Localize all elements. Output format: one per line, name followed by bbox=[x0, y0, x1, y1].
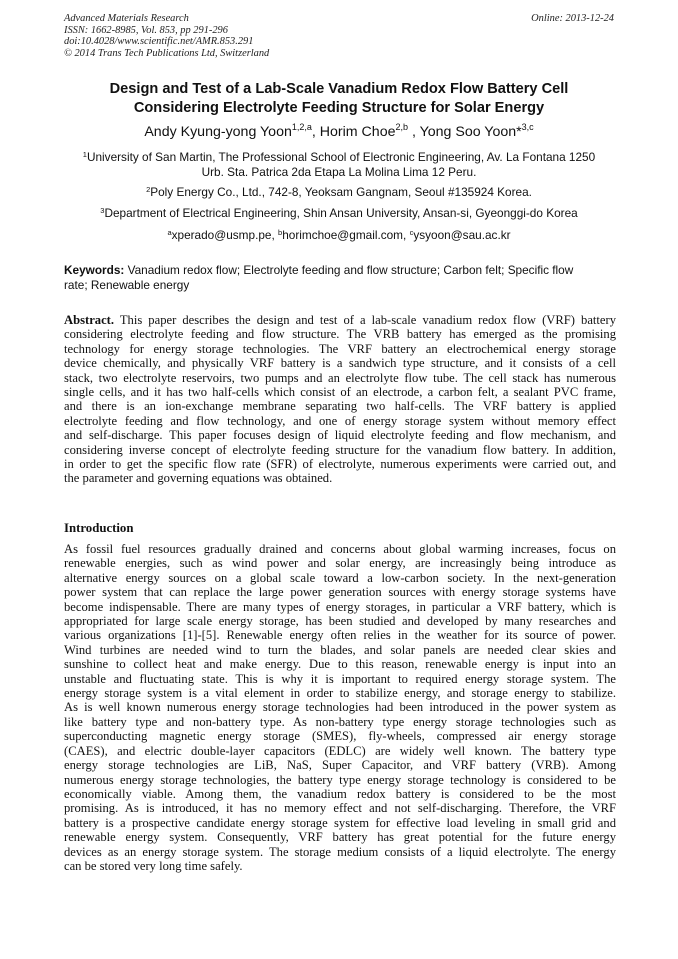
affiliation-text: Department of Electrical Engineering, Shin Ansan University, Ansan-si, Gyeonggi-do Korea bbox=[104, 206, 578, 220]
doi-line: doi:10.4028/www.scientific.net/AMR.853.291 bbox=[64, 36, 254, 48]
introduction-line: devices as an energy storage system. The storage medium consists of a liquid electrolyte. The energy bbox=[64, 844, 616, 859]
email-marker: a bbox=[167, 228, 172, 237]
affiliation-marker: 3 bbox=[100, 206, 105, 215]
abstract-line: and self-discharge. This paper focuses design of liquid electrolyte feeding and flow mechanism, and bbox=[64, 428, 616, 443]
affiliation-text: Urb. Sta. Patrica 2da Etapa La Molina Lima 12 Peru. bbox=[201, 165, 477, 179]
author-separator: , bbox=[311, 124, 320, 140]
author-separator: , bbox=[408, 124, 420, 140]
email-link[interactable]: xperado@usmp.pe, bbox=[171, 228, 279, 242]
email-marker: c bbox=[409, 228, 414, 237]
introduction-line: promising. As is introduced, it has no memory effect and not self-discharging. Therefore, the VRF bbox=[64, 801, 616, 816]
abstract-label: Abstract. bbox=[64, 313, 115, 327]
affiliation-marker: 2 bbox=[146, 185, 151, 194]
keywords-text: rate; Renewable energy bbox=[64, 277, 190, 292]
introduction-line: (CAES), and electric double-layer capacitors (EDLC) are widely well known. The battery type bbox=[64, 743, 616, 758]
introduction-line: energy storage technologies are LiB, NaS, Super Capacitor, and VRF battery (VRB). Among bbox=[64, 758, 616, 773]
issn-line: ISSN: 1662-8985, Vol. 853, pp 291-296 bbox=[64, 24, 228, 36]
affiliation-3 bbox=[30, 206, 648, 221]
abstract-line: stack, two electrolyte reservoirs, two pumps and an electrolyte flow tube. The cell stack has numerous bbox=[64, 370, 616, 385]
introduction-line: Wind turbines are needed wind to turn the blades, and solar panels are needed clear skies and bbox=[64, 642, 616, 657]
journal-name: Advanced Materials Research bbox=[64, 13, 189, 24]
introduction-line: unstable and fluctuating state. This is why it is important to required energy storage system. The bbox=[64, 671, 616, 686]
introduction-section bbox=[64, 542, 616, 873]
introduction-line: As is well known numerous energy storage technologies had been introduced in the power system as bbox=[64, 700, 616, 715]
introduction-line: become indispensable. There are many types of energy storages, in particular a VRF battery, which is bbox=[64, 599, 616, 614]
introduction-line: power system that can replace the large power generation sources with energy storage systems have bbox=[64, 585, 616, 600]
abstract-line: in order to get the specific flow rate (SFR) of electrolyte, numerous experiments were carried out, and bbox=[64, 457, 616, 472]
section-heading-introduction: Introduction bbox=[64, 521, 134, 535]
author-affiliation-marker: 2,b bbox=[395, 122, 408, 132]
abstract-line: device chemically, and physically VRF battery is a sandwich type structure, and it consists of a cell bbox=[64, 356, 616, 371]
author-affiliation-marker: 1,2,a bbox=[291, 122, 312, 132]
introduction-line: battery is a prospective candidate energy storage system for effective load leveling in small grid and bbox=[64, 815, 616, 830]
abstract-line: This paper describes the design and test of a lab-scale vanadium redox flow (VRF) battery bbox=[114, 313, 616, 327]
abstract-line: electrolyte feeding and flow technology, and one of energy storage system without memory effect bbox=[64, 413, 616, 428]
email-list bbox=[30, 228, 648, 243]
email-marker: b bbox=[278, 228, 283, 237]
introduction-line: energy storage system is a vital element in order to stabilize energy, and storage energy to stabilize. bbox=[64, 686, 616, 701]
title-line-1: Design and Test of a Lab-Scale Vanadium Redox Flow Battery Cell bbox=[109, 81, 569, 97]
introduction-line: appropriated for large scale energy storage, has been studied and developed by many researches and bbox=[64, 614, 616, 629]
journal-metadata bbox=[64, 13, 269, 59]
online-date: Online: 2013-12-24 bbox=[531, 13, 614, 24]
introduction-line: economically viable. Among them, the vanadium redox battery is considered to be the most bbox=[64, 786, 616, 801]
keywords-section bbox=[64, 263, 616, 292]
introduction-line: numerous energy storage technologies, the battery type energy storage technology is considered to be bbox=[64, 772, 616, 787]
affiliation-marker: 1 bbox=[82, 150, 87, 159]
author-list bbox=[20, 122, 658, 142]
introduction-line: various organizations [1]-[5]. Renewable energy often relies in the weather for its source of power. bbox=[64, 628, 616, 643]
abstract-line: considering electrolyte feeding and flow structure. The VRB battery has emerged as the promising bbox=[64, 327, 616, 342]
introduction-line: alternative energy sources on a global scale toward a low-carbon society. In the next-generation bbox=[64, 570, 616, 585]
author-name: Horim Choe bbox=[319, 124, 396, 140]
author-affiliation-marker: 3,c bbox=[521, 122, 534, 132]
introduction-line: like battery type and non-battery type. As non-battery type energy storage technologies such as bbox=[64, 714, 616, 729]
title-line-2: Considering Electrolyte Feeding Structure for Solar Energy bbox=[133, 100, 545, 116]
abstract-line: considering inverse concept of electrolyte feeding structure for the vanadium flow battery. In addition, bbox=[64, 442, 616, 457]
author-name: Yong Soo Yoon* bbox=[419, 124, 522, 140]
affiliation-1 bbox=[30, 150, 648, 180]
introduction-line: renewable energies, such as wind power and solar energy, are increasingly being introduce as bbox=[64, 556, 616, 571]
affiliation-text: University of San Martin, The Professional School of Electronic Engineering, Av. La Fontana 1250 bbox=[86, 150, 596, 164]
keywords-label: Keywords: bbox=[64, 263, 125, 277]
introduction-line: renewable energy system. Consequently, VRF battery has great potential for the future energy bbox=[64, 830, 616, 845]
abstract-line: single cells, and it has two half-cells which consist of an electrode, a carbon felt, a sealant PVC frame, bbox=[64, 385, 616, 400]
abstract-line: technology for energy storage technologies. The VRF battery an electrochemical energy storage bbox=[64, 341, 616, 356]
introduction-line: As fossil fuel resources gradually drained and concerns about global warming increases, focus on bbox=[64, 542, 616, 556]
introduction-line: can be stored very long time safely. bbox=[64, 858, 243, 873]
author-name: Andy Kyung-yong Yoon bbox=[144, 124, 292, 140]
abstract-line: the parameter and governing equations was obtained. bbox=[64, 471, 333, 486]
introduction-line: superconducting magnetic energy storage (SMES), fly-wheels, compressed air energy storage bbox=[64, 729, 616, 744]
email-link[interactable]: ysyoon@sau.ac.kr bbox=[413, 228, 511, 242]
email-link[interactable]: horimchoe@gmail.com, bbox=[282, 228, 410, 242]
paper-title bbox=[40, 80, 638, 118]
introduction-line: sunshine to collect heat and make energy. Due to this reason, renewable energy is input into an bbox=[64, 657, 616, 672]
keywords-text: Vanadium redox flow; Electrolyte feeding and flow structure; Carbon felt; Specific flow bbox=[124, 263, 574, 277]
abstract-section bbox=[64, 313, 616, 486]
copyright-line: © 2014 Trans Tech Publications Ltd, Switzerland bbox=[64, 47, 270, 59]
affiliation-text: Poly Energy Co., Ltd., 742-8, Yeoksam Gangnam, Seoul #135924 Korea. bbox=[150, 185, 532, 199]
affiliation-2 bbox=[30, 185, 648, 200]
abstract-line: and there is an ion-exchange membrane separating two half-cells. The VRF battery is applied bbox=[64, 399, 616, 414]
